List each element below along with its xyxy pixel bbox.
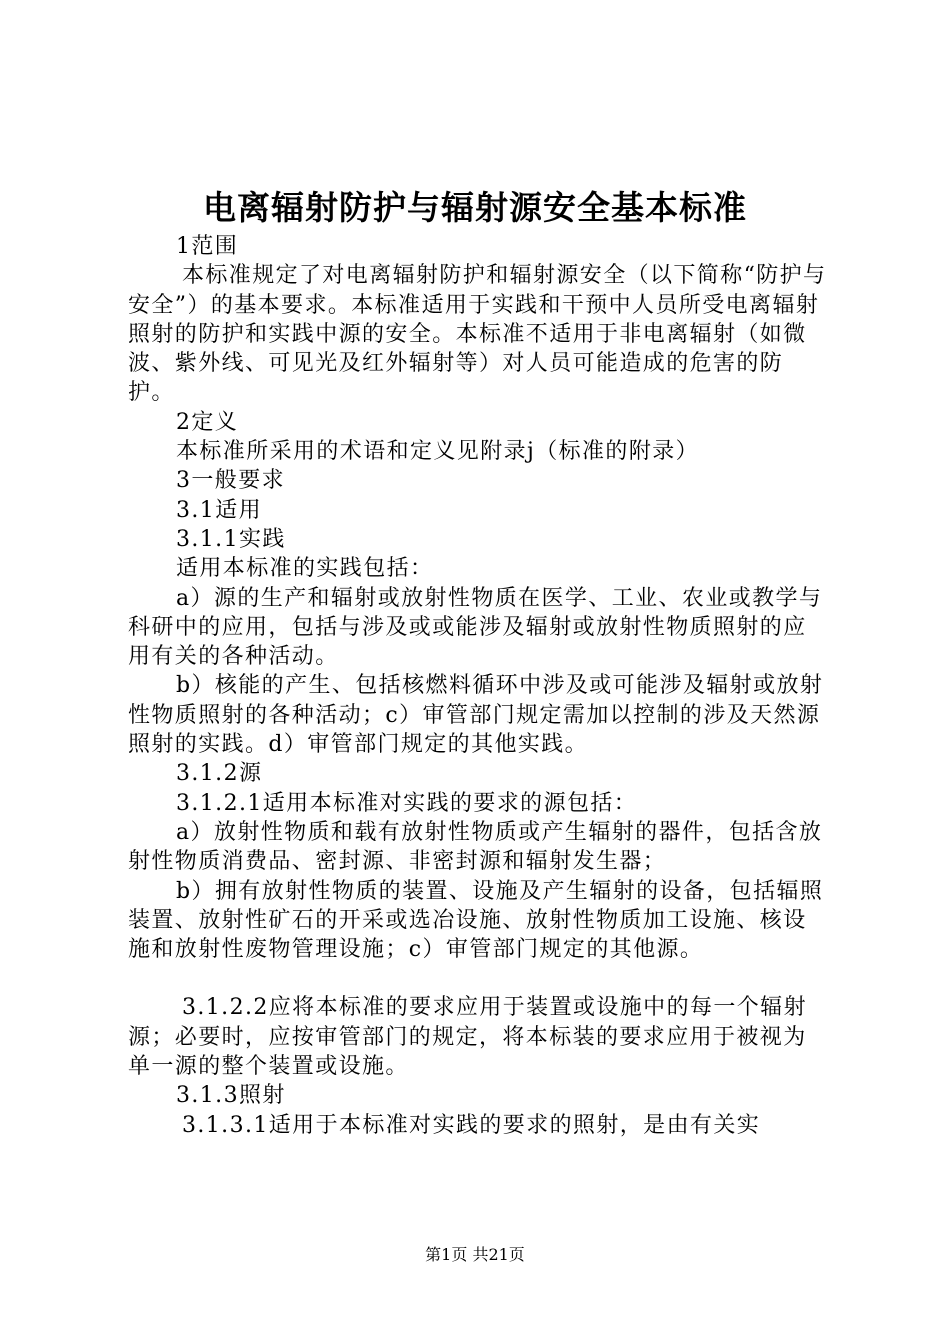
section-heading-applicability: 3.1适用: [176, 497, 262, 523]
paragraph-source-intro: 3.1.2.1适用本标准对实践的要求的源包括：: [176, 790, 638, 816]
paragraph-exposure-3-1-3-1: 3.1.3.1适用于本标准对实践的要求的照射，是由有关实: [182, 1112, 761, 1138]
paragraph-source-a: a）放射性物质和载有放射性物质或产生辐射的器件，包括含放射性物质消费品、密封源、非密封源和辐射发生器；: [128, 819, 823, 875]
page-number-footer: 第1页 共21页: [425, 1245, 525, 1264]
paragraph-source-3-1-2-2: 3.1.2.2应将本标准的要求应用于装置或设施中的每一个辐射源；必要时，应按审管部门的规定，将本标装的要求应用于被视为单一源的整个装置或设施。: [128, 995, 807, 1080]
paragraph-definitions: 本标准所采用的术语和定义见附录j（标准的附录）: [176, 439, 700, 465]
blank-line: [128, 964, 828, 993]
document-title: 电离辐射防护与辐射源安全基本标准: [203, 188, 747, 227]
paragraph-practice-intro: 适用本标准的实践包括：: [176, 556, 434, 582]
section-heading-source: 3.1.2源: [176, 761, 263, 787]
section-heading-general-requirements: 3一般要求: [176, 468, 285, 494]
section-heading-exposure: 3.1.3照射: [176, 1083, 286, 1109]
paragraph-practice-a: a）源的生产和辐射或放射性物质在医学、工业、农业或教学与科研中的应用，包括与涉及或或能涉及辐射或放射性物质照射的应用有关的各种活动。: [128, 585, 823, 670]
section-heading-practice: 3.1.1实践: [176, 526, 286, 552]
paragraph-practice-b: b）核能的产生、包括核燃料循环中涉及或可能涉及辐射或放射性物质照射的各种活动；c）审管部门规定需加以控制的涉及天然源照射的实践。d）审管部门规定的其他实践。: [128, 673, 824, 758]
section-heading-definitions: 2定义: [176, 409, 239, 435]
section-heading-scope: 1范围: [176, 234, 239, 259]
paragraph-scope: 本标准规定了对电离辐射防护和辐射源安全（以下简称“防护与安全”）的基本要求。本标准适用于实践和干预中人员所受电离辐射照射的防护和实践中源的安全。本标准不适用于非电离辐射（如微波、紫外线、可见光及红外辐射等）对人员可能造成的危害的防护。: [128, 263, 827, 406]
paragraph-source-b: b）拥有放射性物质的装置、设施及产生辐射的设备，包括辐照装置、放射性矿石的开采或选冶设施、放射性物质加工设施、核设施和放射性废物管理设施；c）审管部门规定的其他源。: [128, 878, 824, 963]
document-body: [128, 232, 828, 1140]
